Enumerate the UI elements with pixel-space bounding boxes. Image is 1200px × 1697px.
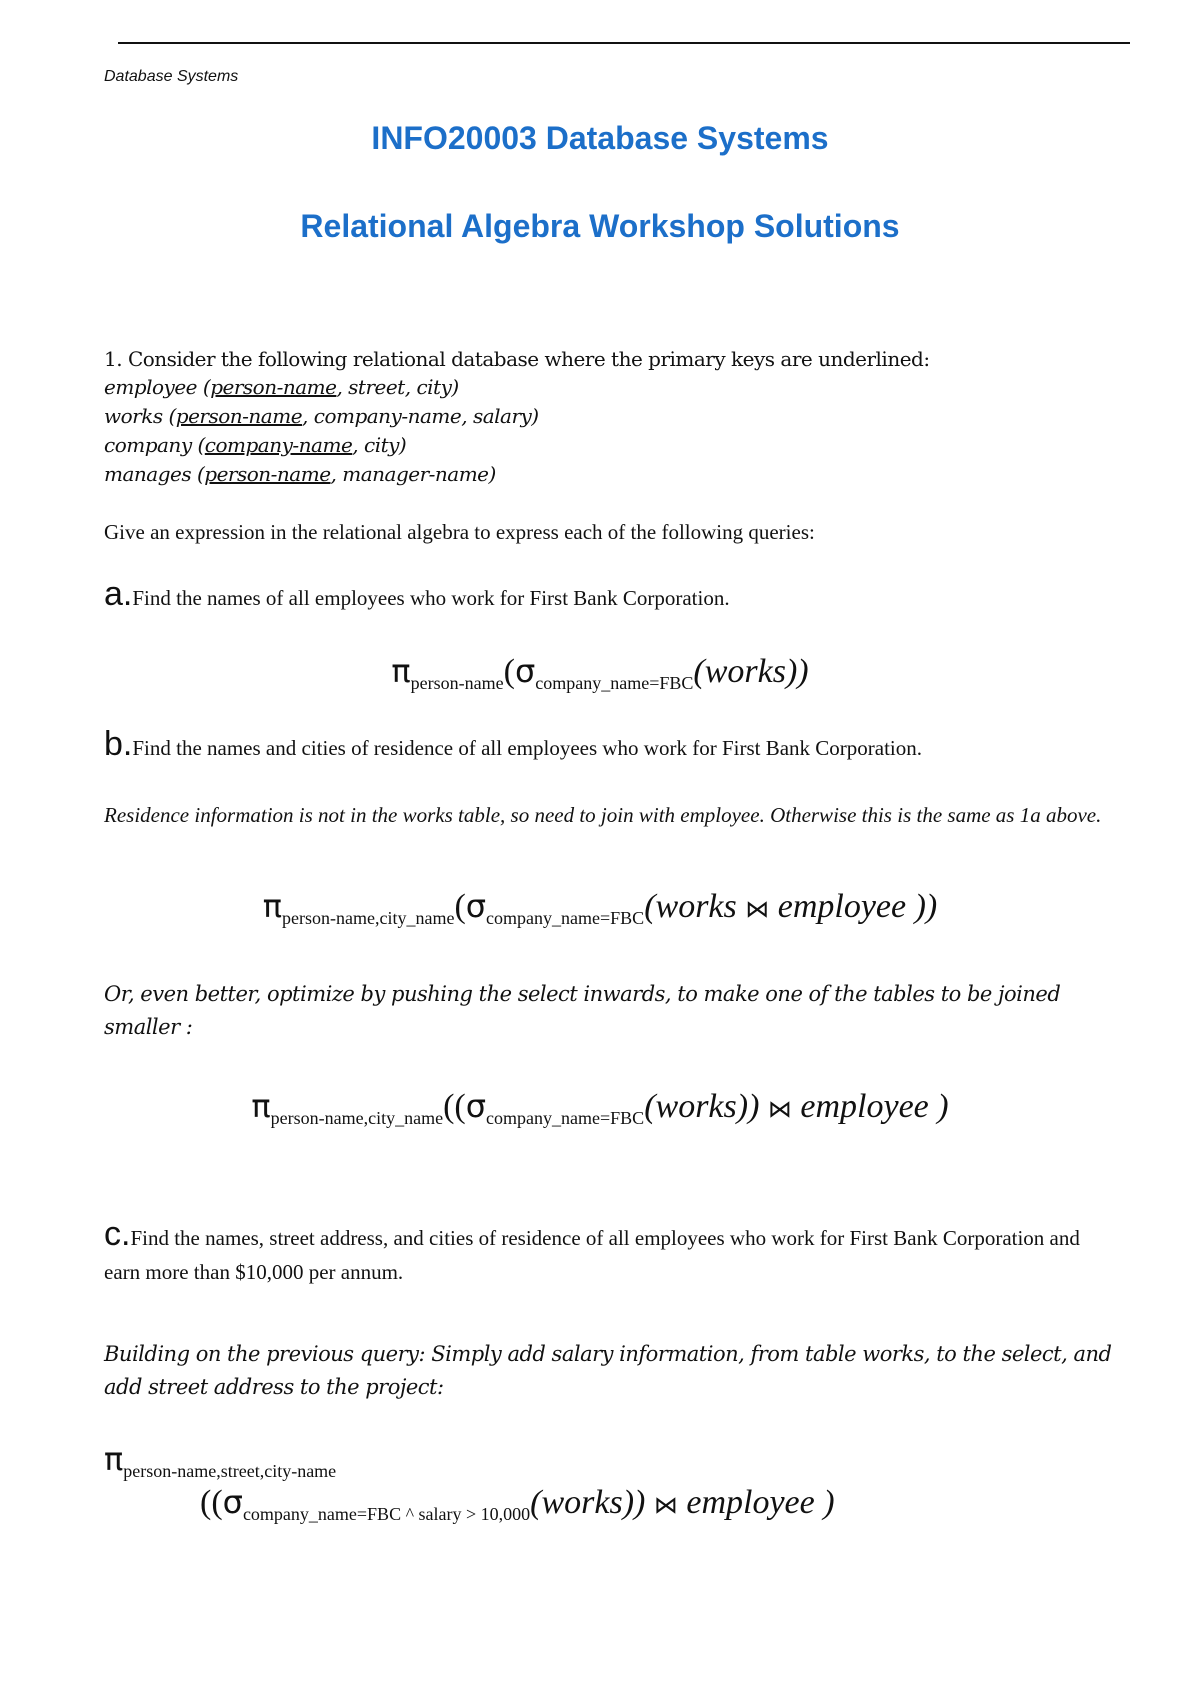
part-b-question bbox=[104, 725, 923, 763]
instruction: Give an expression in the relational algebra to express each of the following queries: bbox=[104, 520, 815, 544]
part-c-letter: c. bbox=[104, 1215, 131, 1253]
schema-manages: manages (person-name, manager-name) bbox=[104, 462, 496, 486]
formula-b-2: $\pi_{person-name,city\_name}((\sigma_{company\_name=FBC}(works))$ ⋈ employee ) bbox=[251, 1087, 949, 1128]
question-1-intro: 1. Consider the following relational database where the primary keys are underlined: bbox=[104, 347, 930, 371]
join-symbol: ⋈ bbox=[745, 895, 770, 923]
part-a-letter: a. bbox=[104, 575, 133, 613]
join-symbol: ⋈ bbox=[653, 1491, 678, 1519]
schema-company: company (company-name, city) bbox=[104, 433, 407, 457]
part-a-text: Find the names of all employees who work for First Bank Corporation. bbox=[132, 586, 730, 610]
workshop-title: Relational Algebra Workshop Solutions bbox=[300, 208, 900, 244]
part-a-question bbox=[104, 575, 730, 613]
primary-key: person-name bbox=[210, 375, 337, 399]
schema-list bbox=[104, 373, 539, 489]
schema-works: works (person-name, company-name, salary) bbox=[104, 404, 539, 428]
primary-key: company-name bbox=[204, 433, 353, 457]
part-c-text: Find the names, street address, and cities of residence of all employees who work for First Bank Corporation and earn more than $10,000 per annum. bbox=[104, 1226, 1080, 1284]
formula-c-projection: $\pi_{person-name,street,city-name}$ bbox=[104, 1440, 337, 1481]
running-header: Database Systems bbox=[104, 68, 239, 85]
formula-a: $\pi_{person-name}(\sigma_{company\_name=FBC}(works))$ bbox=[391, 652, 809, 693]
part-c-note: Building on the previous query: Simply add salary information, from table works, to the select, and add street address to the project: bbox=[104, 1342, 1112, 1399]
primary-key: person-name bbox=[204, 462, 331, 486]
part-b-note-1: Residence information is not in the works table, so need to join with employee. Otherwise this is the same as 1a above. bbox=[104, 803, 1102, 827]
formula-c-selection: ($(\sigma_{company\_name=FBC \^{} salary > 10,000}(works))$ ⋈ employee ) bbox=[200, 1483, 835, 1524]
part-b-letter: b. bbox=[104, 725, 133, 763]
part-b-note-2: Or, even better, optimize by pushing the select inwards, to make one of the tables to be joined smaller : bbox=[104, 982, 1061, 1039]
course-title: INFO20003 Database Systems bbox=[371, 120, 829, 156]
join-symbol: ⋈ bbox=[767, 1095, 792, 1123]
formula-b-1: $\pi_{person-name,city\_name}(\sigma_{company\_name=FBC}(works$ ⋈ employee )) bbox=[262, 887, 938, 928]
primary-key: person-name bbox=[175, 404, 303, 428]
part-c-question bbox=[104, 1217, 1114, 1289]
header-rule bbox=[118, 42, 1130, 44]
schema-employee: employee (person-name, street, city) bbox=[104, 375, 459, 399]
part-b-text: Find the names and cities of residence of all employees who work for First Bank Corporation. bbox=[132, 736, 923, 760]
